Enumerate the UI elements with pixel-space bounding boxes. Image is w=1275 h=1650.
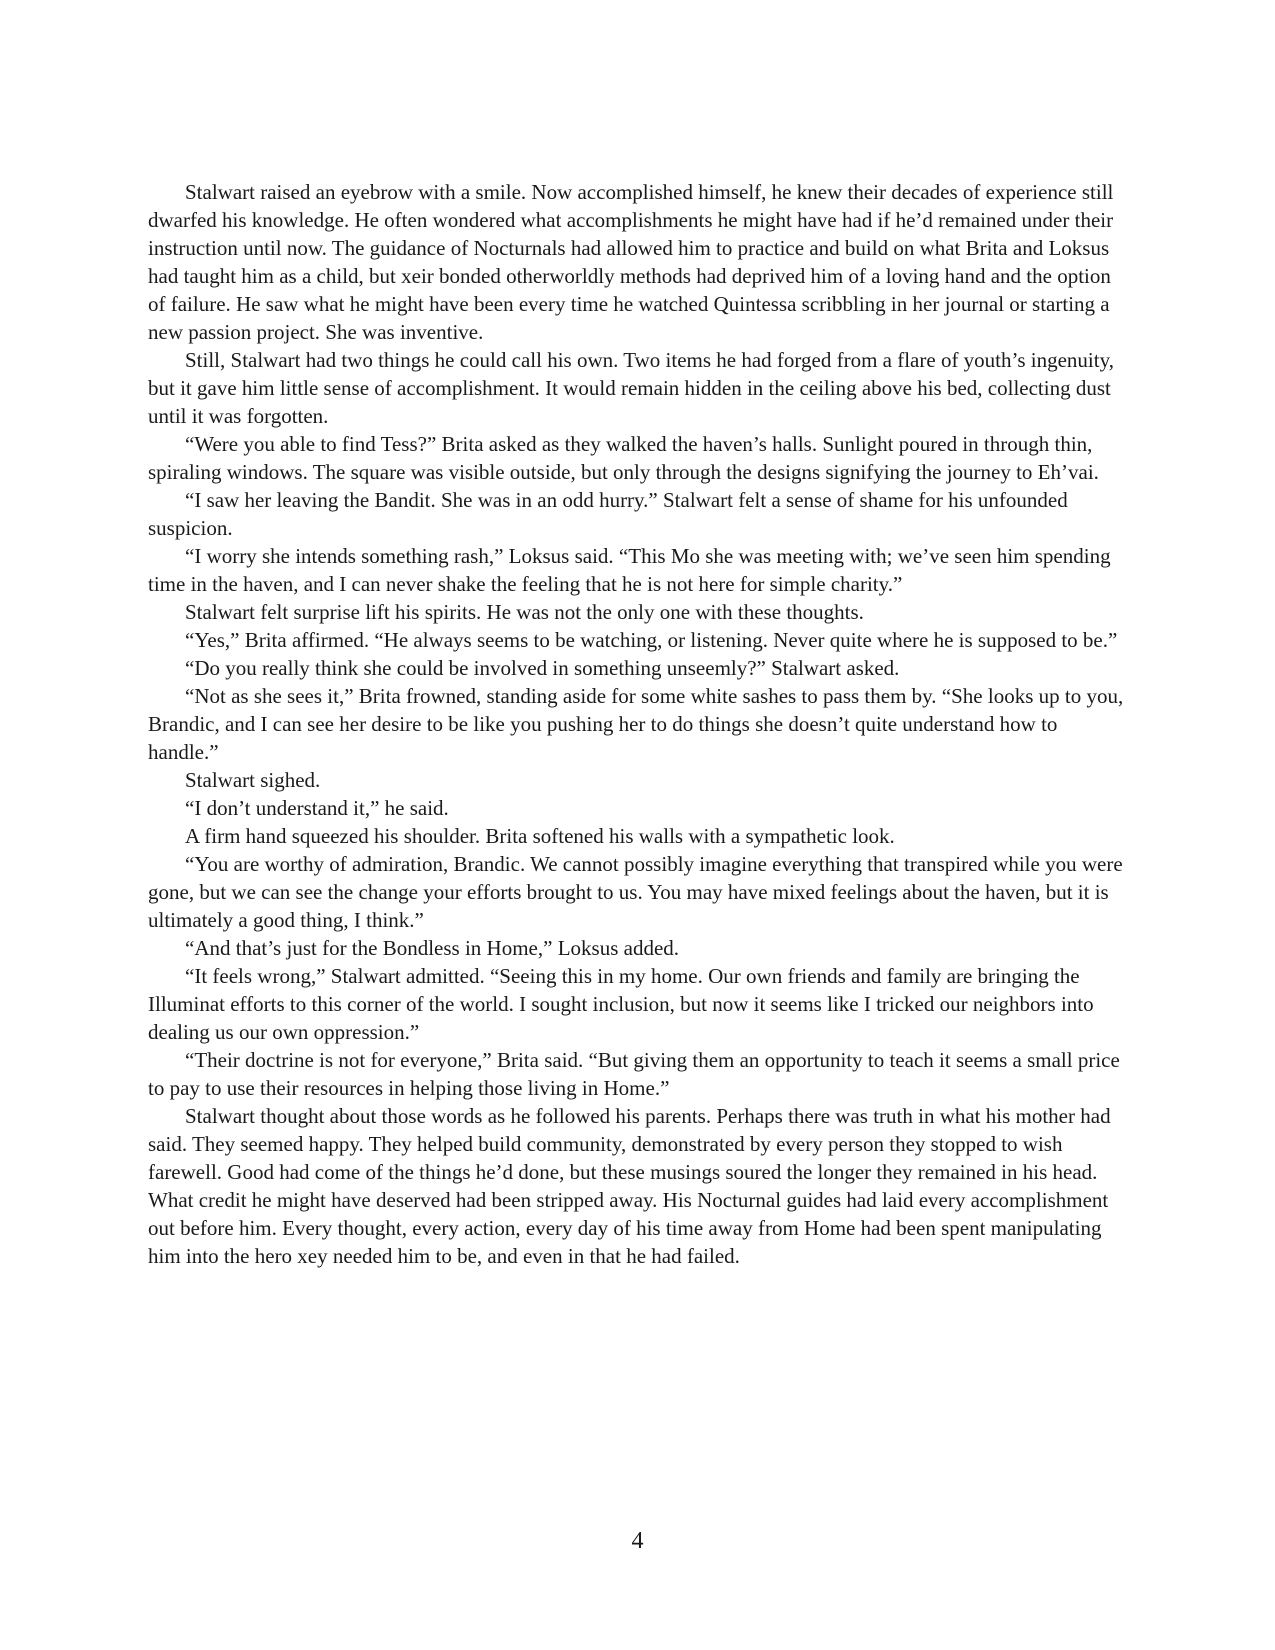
paragraph: “Not as she sees it,” Brita frowned, standing aside for some white sashes to pass them by. “She looks up to you, Brandic, and I can see her desire to be like you pushing her to do things she doesn’t quite understand how to handle.” bbox=[148, 684, 1124, 764]
paragraph: “You are worthy of admiration, Brandic. We cannot possibly imagine everything that transpired while you were gone, but we can see the change your efforts brought to us. You may have mixed feelings about the haven, but it is ultimately a good thing, I think.” bbox=[148, 852, 1123, 932]
page-number: 4 bbox=[631, 1528, 644, 1554]
paragraph: Stalwart raised an eyebrow with a smile. Now accomplished himself, he knew their decades of experience still dwarfed his knowledge. He often wondered what accomplishments he might have had if he’d remained under their instruction until now. The guidance of Nocturnals had allowed him to practice and build on what Brita and Loksus had taught him as a child, but xeir bonded otherworldly methods had deprived him of a loving hand and the option of failure. He saw what he might have been every time he watched Quintessa scribbling in her journal or starting a new passion project. She was inventive. bbox=[148, 180, 1114, 344]
body-text bbox=[148, 178, 1128, 1270]
paragraph: “It feels wrong,” Stalwart admitted. “Seeing this in my home. Our own friends and family are bringing the Illuminat efforts to this corner of the world. I sought inclusion, but now it seems like I tricked our neighbors into dealing us our own oppression.” bbox=[148, 964, 1094, 1044]
paragraph: Stalwart felt surprise lift his spirits. He was not the only one with these thoughts. bbox=[185, 600, 864, 624]
paragraph: “Their doctrine is not for everyone,” Brita said. “But giving them an opportunity to teach it seems a small price to pay to use their resources in helping those living in Home.” bbox=[148, 1048, 1120, 1100]
paragraph: A firm hand squeezed his shoulder. Brita softened his walls with a sympathetic look. bbox=[185, 824, 895, 848]
paragraph: “Do you really think she could be involved in something unseemly?” Stalwart asked. bbox=[185, 656, 900, 680]
paragraph: “I saw her leaving the Bandit. She was in an odd hurry.” Stalwart felt a sense of shame for his unfounded suspicion. bbox=[148, 488, 1068, 540]
paragraph: Stalwart sighed. bbox=[185, 768, 321, 792]
paragraph: “And that’s just for the Bondless in Home,” Loksus added. bbox=[185, 936, 680, 960]
paragraph: “I worry she intends something rash,” Loksus said. “This Mo she was meeting with; we’ve seen him spending time in the haven, and I can never shake the feeling that he is not here for simple charity.” bbox=[148, 544, 1111, 596]
paragraph: Still, Stalwart had two things he could call his own. Two items he had forged from a flare of youth’s ingenuity, but it gave him little sense of accomplishment. It would remain hidden in the ceiling above his bed, collecting dust until it was forgotten. bbox=[148, 348, 1114, 428]
paragraph: “I don’t understand it,” he said. bbox=[185, 796, 449, 820]
paragraph: Stalwart thought about those words as he followed his parents. Perhaps there was truth in what his mother had said. They seemed happy. They helped build community, demonstrated by every person they stopped to wish farewell. Good had come of the things he’d done, but these musings soured the longer they remained in his head. What credit he might have deserved had been stripped away. His Nocturnal guides had laid every accomplishment out before him. Every thought, every action, every day of his time away from Home had been spent manipulating him into the hero xey needed him to be, and even in that he had failed. bbox=[148, 1104, 1111, 1268]
paragraph: “Yes,” Brita affirmed. “He always seems to be watching, or listening. Never quite where he is supposed to be.” bbox=[185, 628, 1118, 652]
paragraph: “Were you able to find Tess?” Brita asked as they walked the haven’s halls. Sunlight poured in through thin, spiraling windows. The square was visible outside, but only through the designs signifying the journey to Eh’vai. bbox=[148, 432, 1099, 484]
